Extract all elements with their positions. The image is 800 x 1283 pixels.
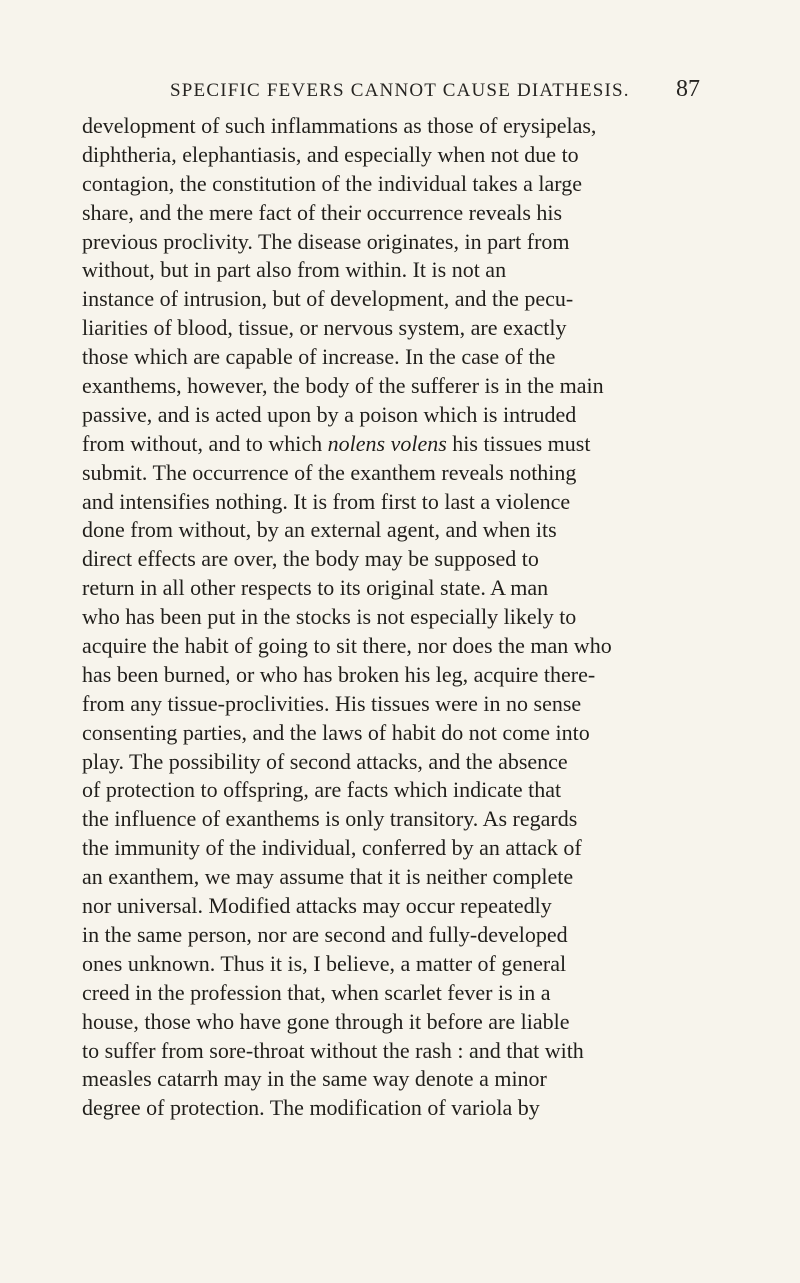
- text-line: creed in the profession that, when scarlet fever is in a: [82, 979, 551, 1005]
- text-line: from any tissue-proclivities. His tissues were in no sense: [82, 690, 582, 716]
- text-line: return in all other respects to its original state. A man: [82, 575, 549, 601]
- text-line: without, but in part also from within. It is not an: [82, 257, 507, 283]
- text-line: who has been put in the stocks is not especially likely to: [82, 604, 577, 630]
- text-line: ones unknown. Thus it is, I believe, a matter of general: [82, 950, 567, 976]
- text-line: has been burned, or who has broken his leg, acquire there-: [82, 661, 596, 687]
- text-line: an exanthem, we may assume that it is neither complete: [82, 864, 574, 890]
- text-line: previous proclivity. The disease originates, in part from: [82, 228, 570, 254]
- page-number: 87: [676, 76, 700, 102]
- text-line: acquire the habit of going to sit there, nor does the man who: [82, 633, 612, 659]
- text-line: the immunity of the individual, conferred by an attack of: [82, 835, 582, 861]
- running-head: [170, 76, 700, 106]
- text-line: done from without, by an external agent, and when its: [82, 517, 557, 543]
- text-line: of protection to offspring, are facts which indicate that: [82, 777, 562, 803]
- text-line: play. The possibility of second attacks, and the absence: [82, 748, 568, 774]
- text-line: nor universal. Modified attacks may occur repeatedly: [82, 893, 552, 919]
- body-text: [82, 112, 794, 1123]
- text-line: share, and the mere fact of their occurrence reveals his: [82, 199, 563, 225]
- text-line: house, those who have gone through it before are liable: [82, 1008, 570, 1034]
- text-line: direct effects are over, the body may be supposed to: [82, 546, 539, 572]
- text-line: in the same person, nor are second and fully-developed: [82, 921, 568, 947]
- text-line: submit. The occurrence of the exanthem reveals nothing: [82, 459, 577, 485]
- text-line: to suffer from sore-throat without the rash : and that with: [82, 1037, 584, 1063]
- text-line: instance of intrusion, but of development, and the pecu-: [82, 286, 574, 312]
- text-line: consenting parties, and the laws of habit do not come into: [82, 719, 590, 745]
- text-line: those which are capable of increase. In the case of the: [82, 344, 556, 370]
- text-line: the influence of exanthems is only transitory. As regards: [82, 806, 578, 832]
- text-line: and intensifies nothing. It is from first to last a violence: [82, 488, 571, 514]
- text-line: exanthems, however, the body of the sufferer is in the main: [82, 373, 604, 399]
- text-line: liarities of blood, tissue, or nervous system, are exactly: [82, 315, 567, 341]
- text-line-tail: his tissues must: [446, 430, 591, 456]
- text-line: contagion, the constitution of the individual takes a large: [82, 170, 582, 196]
- text-line-lead: from without, and to which: [82, 430, 328, 456]
- text-line: passive, and is acted upon by a poison which is intruded: [82, 401, 577, 427]
- running-title: SPECIFIC FEVERS CANNOT CAUSE DIATHESIS.: [170, 80, 630, 101]
- text-line: measles catarrh may in the same way denote a minor: [82, 1066, 547, 1092]
- text-line-with-italic: [82, 430, 794, 459]
- text-line: diphtheria, elephantiasis, and especially when not due to: [82, 141, 579, 167]
- text-line: development of such inflammations as those of erysipelas,: [82, 113, 597, 138]
- italic-phrase: nolens volens: [327, 430, 447, 456]
- text-line: degree of protection. The modification of variola by: [82, 1095, 540, 1121]
